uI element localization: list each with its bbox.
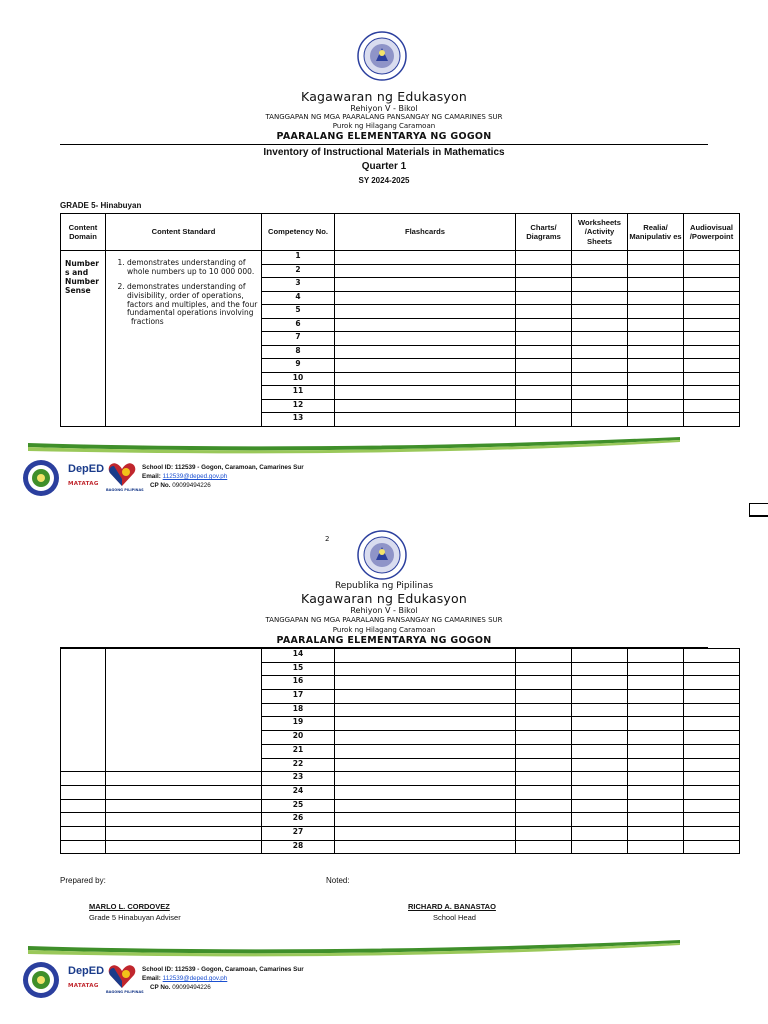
material-cell[interactable] <box>335 372 516 386</box>
material-cell[interactable] <box>516 251 572 265</box>
content-standard-cell[interactable] <box>106 772 262 786</box>
material-cell[interactable] <box>684 359 740 373</box>
content-standard-cell[interactable] <box>106 799 262 813</box>
competency-number: 28 <box>262 840 335 854</box>
material-cell[interactable] <box>628 662 684 676</box>
header-competency-no: Competency No. <box>262 214 335 251</box>
preparer-role: Grade 5 Hinabuyan Adviser <box>89 913 181 922</box>
content-standard-list <box>110 259 258 318</box>
material-cell[interactable] <box>684 772 740 786</box>
material-cell[interactable] <box>335 318 516 332</box>
material-cell[interactable] <box>335 676 516 690</box>
footer-wave-decoration <box>28 433 680 457</box>
email-link-page-2[interactable]: 112539@deped.gov.ph <box>162 975 228 982</box>
material-cell[interactable] <box>684 813 740 827</box>
school-head-role: School Head <box>433 913 476 922</box>
material-cell[interactable] <box>628 399 684 413</box>
material-cell[interactable] <box>628 264 684 278</box>
competency-number: 23 <box>262 772 335 786</box>
material-cell[interactable] <box>628 840 684 854</box>
header-audiovisual: Audiovisual /Powerpoint <box>684 214 740 251</box>
material-cell[interactable] <box>335 785 516 799</box>
school-head-name: RICHARD A. BANASTAO <box>408 902 496 911</box>
competency-number: 9 <box>262 359 335 373</box>
material-cell[interactable] <box>516 386 572 400</box>
material-cell[interactable] <box>572 386 628 400</box>
material-cell[interactable] <box>572 717 628 731</box>
competency-number: 8 <box>262 345 335 359</box>
material-cell[interactable] <box>572 703 628 717</box>
competency-number: 27 <box>262 826 335 840</box>
material-cell[interactable] <box>628 676 684 690</box>
content-standard-cell[interactable] <box>106 813 262 827</box>
competency-number: 20 <box>262 731 335 745</box>
material-cell[interactable] <box>572 345 628 359</box>
material-cell[interactable] <box>628 826 684 840</box>
content-standard-cell[interactable] <box>106 649 262 772</box>
district-name: Purok ng Hilagang Caramoan <box>332 122 436 130</box>
material-cell[interactable] <box>516 690 572 704</box>
material-cell[interactable] <box>628 758 684 772</box>
content-standard-item: 2. demonstrates understanding of divisibility, order of operations, factors and multiples, and the four fundamental operations involving <box>127 283 258 318</box>
material-cell[interactable] <box>628 799 684 813</box>
material-cell[interactable] <box>572 662 628 676</box>
material-cell[interactable] <box>684 332 740 346</box>
material-cell[interactable] <box>572 264 628 278</box>
region-name-page-2: Rehiyon V - Bikol <box>350 606 418 615</box>
material-cell[interactable] <box>335 840 516 854</box>
material-cell[interactable] <box>572 731 628 745</box>
material-cell[interactable] <box>516 758 572 772</box>
material-cell[interactable] <box>516 799 572 813</box>
material-cell[interactable] <box>516 305 572 319</box>
material-cell[interactable] <box>335 345 516 359</box>
material-cell[interactable] <box>684 758 740 772</box>
deped-logo: DepED <box>68 463 105 475</box>
material-cell[interactable] <box>516 413 572 427</box>
material-cell[interactable] <box>684 799 740 813</box>
competency-number: 17 <box>262 690 335 704</box>
competency-number: 24 <box>262 785 335 799</box>
material-cell[interactable] <box>516 291 572 305</box>
content-domain-cell[interactable] <box>61 785 106 799</box>
header-worksheets: Worksheets /Activity Sheets <box>572 214 628 251</box>
material-cell[interactable] <box>572 399 628 413</box>
deped-seal-logo <box>357 31 407 81</box>
matatag-logo: MATATAG <box>68 481 99 487</box>
material-cell[interactable] <box>628 813 684 827</box>
material-cell[interactable] <box>516 731 572 745</box>
school-name: PAARALANG ELEMENTARYA NG GOGON <box>276 131 492 142</box>
material-cell[interactable] <box>572 772 628 786</box>
material-cell[interactable] <box>516 345 572 359</box>
material-cell[interactable] <box>628 731 684 745</box>
material-cell[interactable] <box>684 690 740 704</box>
competency-number: 25 <box>262 799 335 813</box>
page-1-footer <box>22 459 342 499</box>
footer-wave-decoration-page-2 <box>28 936 680 960</box>
material-cell[interactable] <box>684 731 740 745</box>
table-row <box>61 649 740 663</box>
material-cell[interactable] <box>516 676 572 690</box>
school-contact-info-page-2 <box>142 965 304 992</box>
grade-section: GRADE 5- Hinabuyan <box>60 201 142 210</box>
material-cell[interactable] <box>335 386 516 400</box>
material-cell[interactable] <box>628 772 684 786</box>
district-name-page-2: Purok ng Hilagang Caramoan <box>332 626 436 634</box>
table-row <box>61 785 740 799</box>
material-cell[interactable] <box>628 345 684 359</box>
material-cell[interactable] <box>335 278 516 292</box>
table-row <box>61 813 740 827</box>
material-cell[interactable] <box>572 413 628 427</box>
email-label: Email: <box>142 473 161 480</box>
material-cell[interactable] <box>628 413 684 427</box>
competency-number: 1 <box>262 251 335 265</box>
prepared-by-label: Prepared by: <box>60 876 106 885</box>
competency-number: 21 <box>262 744 335 758</box>
material-cell[interactable] <box>335 359 516 373</box>
material-cell[interactable] <box>335 703 516 717</box>
material-cell[interactable] <box>684 251 740 265</box>
table-body-page-1 <box>61 251 740 427</box>
material-cell[interactable] <box>335 264 516 278</box>
material-cell[interactable] <box>335 772 516 786</box>
material-cell[interactable] <box>628 332 684 346</box>
material-cell[interactable] <box>572 676 628 690</box>
material-cell[interactable] <box>684 413 740 427</box>
material-cell[interactable] <box>516 318 572 332</box>
competency-number: 6 <box>262 318 335 332</box>
material-cell[interactable] <box>335 826 516 840</box>
competency-number: 4 <box>262 291 335 305</box>
material-cell[interactable] <box>516 772 572 786</box>
material-cell[interactable] <box>516 278 572 292</box>
competency-number: 13 <box>262 413 335 427</box>
content-domain-cell[interactable] <box>61 826 106 840</box>
material-cell[interactable] <box>572 318 628 332</box>
table-body-page-2 <box>61 649 740 854</box>
page-number: 2 <box>325 535 330 543</box>
material-cell[interactable] <box>628 785 684 799</box>
material-cell[interactable] <box>572 291 628 305</box>
school-id-page-2: School ID: 112539 - Gogon, Caramoan, Camarines Sur <box>142 966 304 973</box>
division-office: TANGGAPAN NG MGA PAARALANG PANSANGAY NG CAMARINES SUR <box>265 113 503 121</box>
cp-label-page-2: CP No. <box>150 984 171 991</box>
material-cell[interactable] <box>335 744 516 758</box>
table-row <box>61 840 740 854</box>
material-cell[interactable] <box>572 690 628 704</box>
material-cell[interactable] <box>628 372 684 386</box>
content-standard-cell <box>106 251 262 427</box>
school-contact-info <box>142 463 304 490</box>
material-cell[interactable] <box>572 758 628 772</box>
material-cell[interactable] <box>684 676 740 690</box>
material-cell[interactable] <box>628 305 684 319</box>
department-name: Kagawaran ng Edukasyon <box>301 89 467 104</box>
matatag-logo-page-2: MATATAG <box>68 983 99 989</box>
competency-number: 2 <box>262 264 335 278</box>
material-cell[interactable] <box>516 840 572 854</box>
material-cell[interactable] <box>516 662 572 676</box>
division-office-page-2: TANGGAPAN NG MGA PAARALANG PANSANGAY NG CAMARINES SUR <box>265 616 503 624</box>
material-cell[interactable] <box>572 372 628 386</box>
content-domain-cell[interactable] <box>61 772 106 786</box>
bagong-pilipinas-text: BAGONG PILIPINAS <box>106 488 144 492</box>
material-cell[interactable] <box>684 399 740 413</box>
competency-number: 7 <box>262 332 335 346</box>
material-cell[interactable] <box>628 386 684 400</box>
material-cell[interactable] <box>572 278 628 292</box>
material-cell[interactable] <box>516 703 572 717</box>
content-standard-continuation: fractions <box>131 316 164 326</box>
material-cell[interactable] <box>628 649 684 663</box>
header-realia: Realia/ Manipulativ es <box>628 214 684 251</box>
material-cell[interactable] <box>335 799 516 813</box>
header-content-domain: Content Domain <box>61 214 106 251</box>
material-cell[interactable] <box>628 744 684 758</box>
material-cell[interactable] <box>684 662 740 676</box>
material-cell[interactable] <box>628 703 684 717</box>
material-cell[interactable] <box>684 840 740 854</box>
material-cell[interactable] <box>335 649 516 663</box>
material-cell[interactable] <box>335 251 516 265</box>
material-cell[interactable] <box>684 372 740 386</box>
material-cell[interactable] <box>572 251 628 265</box>
material-cell[interactable] <box>516 399 572 413</box>
school-seal-logo-page-2 <box>22 961 60 999</box>
material-cell[interactable] <box>335 690 516 704</box>
material-cell[interactable] <box>572 840 628 854</box>
content-standard-cell[interactable] <box>106 826 262 840</box>
material-cell[interactable] <box>628 251 684 265</box>
competency-number: 3 <box>262 278 335 292</box>
material-cell[interactable] <box>684 264 740 278</box>
material-cell[interactable] <box>572 332 628 346</box>
header-rule <box>60 144 708 145</box>
material-cell[interactable] <box>628 359 684 373</box>
material-cell[interactable] <box>335 717 516 731</box>
competency-number: 5 <box>262 305 335 319</box>
inventory-table-page-2 <box>60 648 740 854</box>
material-cell[interactable] <box>684 345 740 359</box>
inventory-table-page-1 <box>60 213 740 427</box>
quarter-label: Quarter 1 <box>361 161 407 172</box>
cp-number-page-2: 09099494226 <box>172 984 211 991</box>
bagong-pilipinas-text-page-2: BAGONG PILIPINAS <box>106 990 144 994</box>
bagong-pilipinas-logo <box>108 461 136 487</box>
competency-number: 16 <box>262 676 335 690</box>
material-cell[interactable] <box>335 332 516 346</box>
content-domain-cell[interactable] <box>61 799 106 813</box>
school-id: School ID: 112539 - Gogon, Caramoan, Camarines Sur <box>142 464 304 471</box>
material-cell[interactable] <box>335 758 516 772</box>
header-flashcards: Flashcards <box>335 214 516 251</box>
competency-number: 12 <box>262 399 335 413</box>
competency-number: 14 <box>262 649 335 663</box>
content-domain-cell[interactable] <box>61 649 106 772</box>
cp-number: 09099494226 <box>172 482 211 489</box>
content-standard-item: 1. demonstrates understanding of whole numbers up to 10 000 000. <box>127 259 258 276</box>
preparer-name: MARLO L. CORDOVEZ <box>89 902 170 911</box>
material-cell[interactable] <box>572 305 628 319</box>
republic-name: Republika ng Pipilinas <box>334 581 434 591</box>
competency-number: 11 <box>262 386 335 400</box>
competency-number: 10 <box>262 372 335 386</box>
material-cell[interactable] <box>628 291 684 305</box>
bagong-pilipinas-logo-page-2 <box>108 963 136 989</box>
region-name: Rehiyon V - Bikol <box>350 104 418 113</box>
material-cell[interactable] <box>572 826 628 840</box>
material-cell[interactable] <box>684 826 740 840</box>
material-cell[interactable] <box>572 744 628 758</box>
document-title: Inventory of Instructional Materials in Mathematics <box>263 147 505 158</box>
material-cell[interactable] <box>335 305 516 319</box>
material-cell[interactable] <box>684 318 740 332</box>
material-cell[interactable] <box>335 399 516 413</box>
material-cell[interactable] <box>516 359 572 373</box>
material-cell[interactable] <box>684 744 740 758</box>
content-standard-cell[interactable] <box>106 785 262 799</box>
material-cell[interactable] <box>516 785 572 799</box>
material-cell[interactable] <box>335 731 516 745</box>
material-cell[interactable] <box>335 813 516 827</box>
deped-seal-logo-page-2 <box>357 530 407 580</box>
content-domain-cell[interactable] <box>61 813 106 827</box>
deped-logo-page-2: DepED <box>68 965 105 977</box>
header-charts: Charts/ Diagrams <box>516 214 572 251</box>
content-domain-cell: Number s and Number Sense <box>61 251 106 427</box>
email-link[interactable]: 112539@deped.gov.ph <box>162 473 228 480</box>
material-cell[interactable] <box>684 649 740 663</box>
competency-number: 22 <box>262 758 335 772</box>
material-cell[interactable] <box>628 717 684 731</box>
material-cell[interactable] <box>572 799 628 813</box>
material-cell[interactable] <box>684 291 740 305</box>
material-cell[interactable] <box>516 717 572 731</box>
page-2-footer <box>22 961 342 1001</box>
material-cell[interactable] <box>628 278 684 292</box>
material-cell[interactable] <box>516 744 572 758</box>
material-cell[interactable] <box>572 813 628 827</box>
department-name-page-2: Kagawaran ng Edukasyon <box>301 591 467 606</box>
material-cell[interactable] <box>516 372 572 386</box>
content-standard-cell[interactable] <box>106 840 262 854</box>
table-row <box>61 251 740 265</box>
material-cell[interactable] <box>684 386 740 400</box>
material-cell[interactable] <box>628 318 684 332</box>
content-domain-cell[interactable] <box>61 840 106 854</box>
competency-number: 26 <box>262 813 335 827</box>
material-cell[interactable] <box>516 649 572 663</box>
school-seal-logo <box>22 459 60 497</box>
table-row <box>61 772 740 786</box>
header-content-standard: Content Standard <box>106 214 262 251</box>
cp-label: CP No. <box>150 482 171 489</box>
school-name-page-2: PAARALANG ELEMENTARYA NG GOGON <box>276 635 492 646</box>
material-cell[interactable] <box>335 662 516 676</box>
material-cell[interactable] <box>572 785 628 799</box>
material-cell[interactable] <box>572 649 628 663</box>
material-cell[interactable] <box>684 717 740 731</box>
material-cell[interactable] <box>335 413 516 427</box>
noted-label: Noted: <box>326 876 350 885</box>
material-cell[interactable] <box>684 305 740 319</box>
competency-number: 19 <box>262 717 335 731</box>
email-label-page-2: Email: <box>142 975 161 982</box>
material-cell[interactable] <box>516 813 572 827</box>
material-cell[interactable] <box>516 826 572 840</box>
competency-number: 15 <box>262 662 335 676</box>
table-row <box>61 799 740 813</box>
material-cell[interactable] <box>516 332 572 346</box>
material-cell[interactable] <box>335 291 516 305</box>
table-row <box>61 826 740 840</box>
material-cell[interactable] <box>684 785 740 799</box>
school-year: SY 2024-2025 <box>358 176 410 185</box>
material-cell[interactable] <box>572 359 628 373</box>
material-cell[interactable] <box>684 703 740 717</box>
table-header-row <box>61 214 740 251</box>
material-cell[interactable] <box>516 264 572 278</box>
page-break-line <box>749 515 768 516</box>
material-cell[interactable] <box>684 278 740 292</box>
material-cell[interactable] <box>628 690 684 704</box>
competency-number: 18 <box>262 703 335 717</box>
